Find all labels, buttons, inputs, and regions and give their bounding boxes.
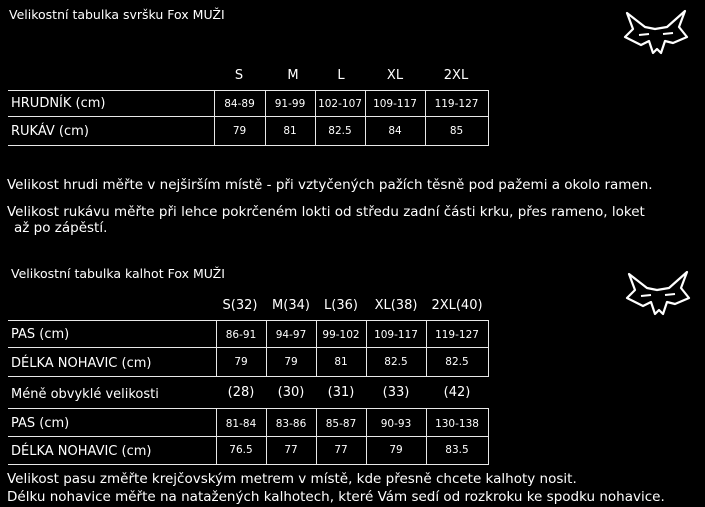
fox-head-logo-icon [623, 268, 693, 318]
row-label-waist-uncommon: PAS (cm) [11, 416, 70, 431]
table-rule [488, 90, 489, 145]
table-cell: 81 [283, 125, 297, 137]
table-cell: 77 [334, 444, 348, 456]
table-rule [8, 436, 489, 437]
size-header-xl38: XL(38) [374, 298, 418, 313]
table-cell: 82.5 [445, 356, 469, 368]
table-cell: 90-93 [380, 418, 412, 430]
size-header-m34: M(34) [272, 298, 310, 313]
table-rule [8, 320, 489, 321]
size-header-2xl: 2XL [443, 68, 469, 83]
table-cell: 84 [388, 125, 402, 137]
table-cell: 91-99 [274, 98, 306, 110]
tops-title: Velikostní tabulka svršku Fox MUŽI [9, 7, 225, 22]
size-header-m: M [287, 68, 299, 83]
table-cell: 76.5 [229, 444, 253, 456]
table-cell: 84-89 [224, 98, 255, 110]
table-rule [488, 408, 489, 464]
table-cell: 82.5 [384, 356, 408, 368]
table-rule [8, 116, 489, 117]
uncommon-size-33: (33) [382, 385, 410, 400]
table-cell: 79 [234, 356, 248, 368]
table-cell: 79 [389, 444, 403, 456]
size-header-s: S [234, 68, 244, 83]
table-rule [8, 347, 489, 348]
table-rule [8, 376, 489, 377]
sleeve-measure-note-cont: až po zápěstí. [14, 220, 108, 236]
table-cell: 81-84 [225, 418, 257, 430]
pants-title: Velikostní tabulka kalhot Fox MUŽI [11, 266, 225, 281]
table-cell: 83-86 [275, 418, 307, 430]
row-label-sleeve: RUKÁV (cm) [11, 124, 89, 139]
table-cell: 99-102 [322, 329, 360, 341]
row-label-chest: HRUDNÍK (cm) [11, 96, 106, 111]
table-cell: 86-91 [225, 329, 257, 341]
table-cell: 79 [232, 125, 247, 137]
table-rule [8, 408, 489, 409]
table-cell: 109-117 [374, 329, 418, 341]
table-rule [8, 145, 489, 146]
row-label-leg-length: DÉLKA NOHAVIC (cm) [11, 356, 152, 371]
uncommon-size-31: (31) [327, 385, 355, 400]
fox-head-logo-icon [621, 7, 691, 57]
uncommon-size-28: (28) [227, 385, 255, 400]
table-cell: 102-107 [318, 98, 362, 110]
size-header-s32: S(32) [222, 298, 258, 313]
table-cell: 119-127 [434, 98, 479, 110]
uncommon-size-30: (30) [277, 385, 305, 400]
size-header-l36: L(36) [324, 298, 358, 313]
uncommon-sizes-label: Méně obvyklé velikosti [11, 387, 159, 402]
table-cell: 81 [334, 356, 348, 368]
uncommon-size-42: (42) [443, 385, 471, 400]
table-cell: 77 [284, 444, 298, 456]
table-rule [8, 90, 489, 91]
table-cell: 83.5 [445, 444, 469, 456]
table-rule [8, 464, 489, 465]
chest-measure-note: Velikost hrudi měřte v nejširším místě - při vztyčených pažích těsně pod pažemi a okolo ramen. [7, 177, 653, 193]
table-cell: 130-138 [435, 418, 479, 430]
table-cell: 109-117 [373, 98, 417, 110]
leg-length-measure-note: Délku nohavice měřte na natažených kalhotech, které Vám sedí od rozkroku ke spodku nohavice. [7, 489, 665, 505]
sleeve-measure-note: Velikost rukávu měřte při lehce pokrčeném lokti od středu zadní části krku, přes rameno, loket [7, 204, 645, 220]
table-cell: 82.5 [328, 125, 352, 137]
size-header-l: L [337, 68, 345, 83]
table-cell: 119-127 [435, 329, 479, 341]
table-cell: 79 [284, 356, 298, 368]
size-header-2xl40: 2XL(40) [431, 298, 483, 313]
waist-measure-note: Velikost pasu změřte krejčovským metrem v místě, kde přesně chcete kalhoty nosit. [7, 471, 577, 487]
table-rule [488, 320, 489, 376]
table-cell: 85-87 [325, 418, 357, 430]
size-header-xl: XL [386, 68, 404, 83]
table-cell: 94-97 [275, 329, 307, 341]
table-cell: 85 [449, 125, 464, 137]
row-label-waist: PAS (cm) [11, 327, 70, 342]
row-label-leg-length-uncommon: DÉLKA NOHAVIC (cm) [11, 444, 152, 459]
